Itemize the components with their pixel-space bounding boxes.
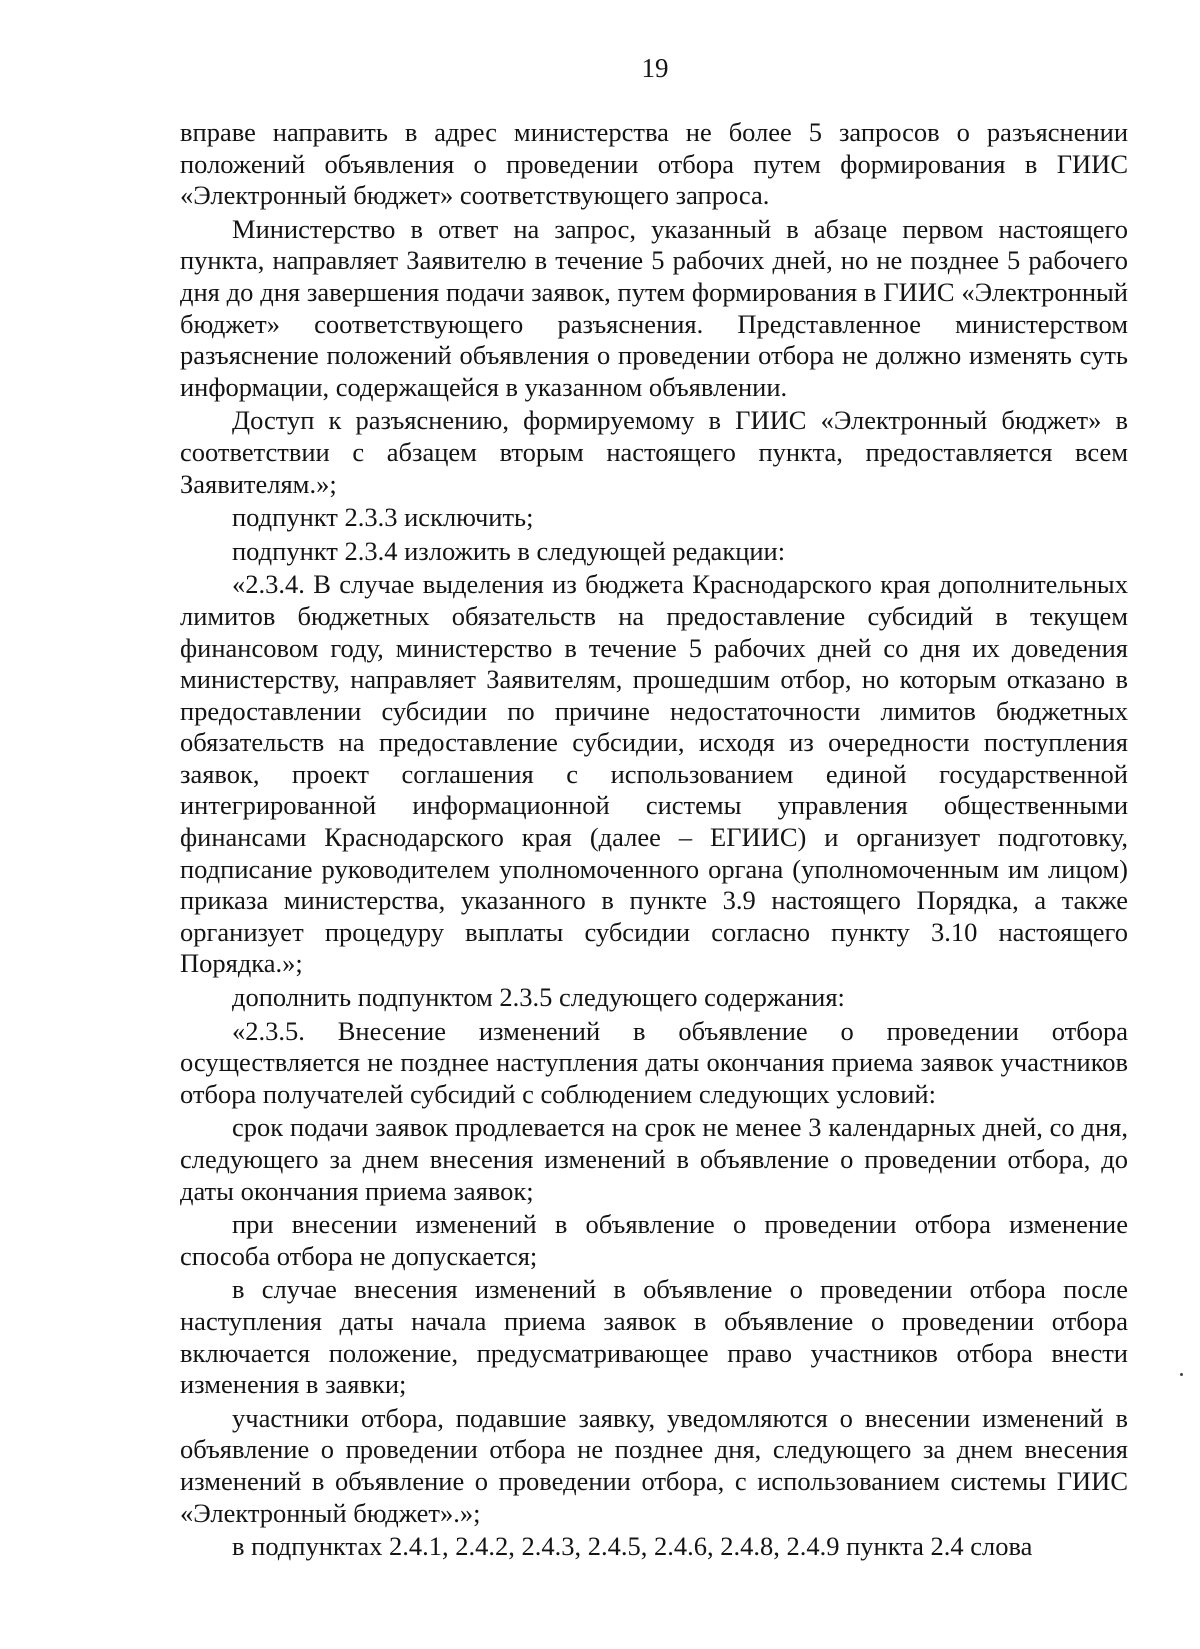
paragraph: подпункт 2.3.4 изложить в следующей редакции: [232,535,786,566]
paragraph: срок подачи заявок продлевается на срок не менее 3 календарных дней, со дня, следующего за днем внесения изменений в объявление о проведении отбора, до даты окончания приема заявок; [180,1112,1128,1206]
page-number: 19 [641,53,669,83]
paragraph: в подпунктах 2.4.1, 2.4.2, 2.4.3, 2.4.5, 2.4.6, 2.4.8, 2.4.9 пункта 2.4 слова [232,1531,1033,1562]
paragraph: участники отбора, подавшие заявку, уведомляются о внесении изменений в объявление о проведении отбора не позднее дня, следующего за днем внесения изменений в объявление о проведении отбора, с использованием системы ГИИС «Электронный бюджет».»; [180,1402,1128,1528]
paragraph: дополнить подпунктом 2.3.5 следующего содержания: [232,982,845,1013]
paragraph: подпункт 2.3.3 исключить; [232,502,534,533]
paragraph: при внесении изменений в объявление о проведении отбора изменение способа отбора не допускается; [180,1209,1128,1271]
paragraph: Министерство в ответ на запрос, указанный в абзаце первом настоящего пункта, направляет Заявителю в течение 5 рабочих дней, но не позднее 5 рабочего дня до дня завершения подачи заявок, путем формирования в ГИИС «Электронный бюджет» соответствующего разъяснения. Представленное министерством разъяснение положений объявления о проведении отбора не должно изменять суть информации, содержащейся в указанном объявлении. [180,213,1128,402]
paragraph: в случае внесения изменений в объявление о проведении отбора после наступления даты начала приема заявок в объявление о проведении отбора включается положение, предусматривающее право участников отбора внести изменения в заявки; [180,1274,1128,1400]
paragraph: «2.3.5. Внесение изменений в объявление о проведении отбора осуществляется не позднее наступления даты окончания приема заявок участников отбора получателей субсидий с соблюдением следующих условий: [180,1015,1128,1109]
paragraph: «2.3.4. В случае выделения из бюджета Краснодарского края дополнительных лимитов бюджетных обязательств на предоставление субсидий в текущем финансовом году, министерство в течение 5 рабочих дней со дня их доведения министерству, направляет Заявителям, прошедшим отбор, но которым отказано в предоставлении субсидии по причине недостаточности лимитов бюджетных обязательств на предоставление субсидии, исходя из очередности поступления заявок, проект соглашения с использованием единой государственной интегрированной информационной системы управления общественными финансами Краснодарского края (далее – ЕГИИС) и организует подготовку, подписание руководителем уполномоченного органа (уполномоченным им лицом) приказа министерства, указанного в пункте 3.9 настоящего Порядка, а также организует процедуру выплаты субсидии согласно пункту 3.10 настоящего Порядка.»; [180,569,1128,979]
paragraph: Доступ к разъяснению, формируемому в ГИИС «Электронный бюджет» в соответствии с абзацем вторым настоящего пункта, предоставляется всем Заявителям.»; [180,405,1128,499]
paragraph: вправе направить в адрес министерства не более 5 запросов о разъяснении положений объявления о проведении отбора путем формирования в ГИИС «Электронный бюджет» соответствующего запроса. [180,117,1128,211]
document-body [180,117,1128,1565]
scan-speck [1180,1373,1183,1376]
